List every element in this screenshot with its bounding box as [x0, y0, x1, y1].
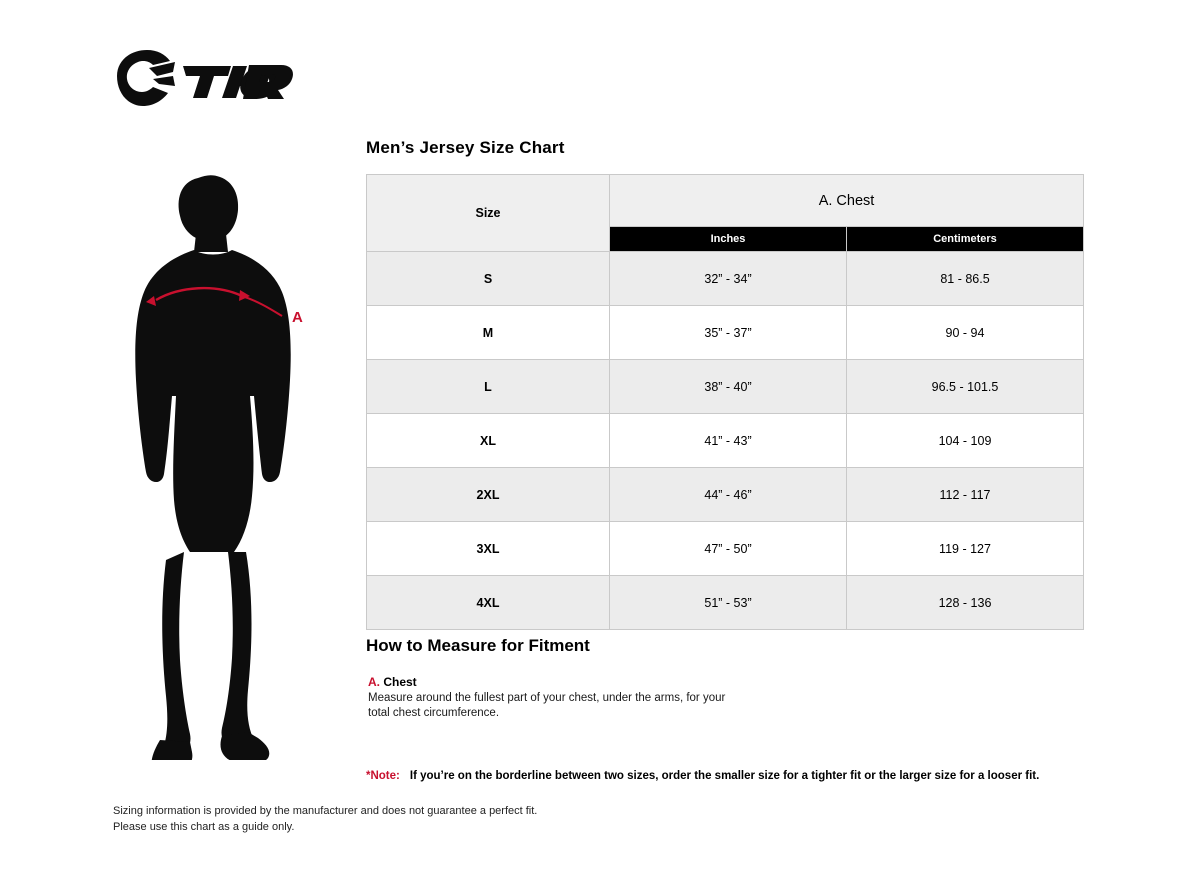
table-row — [367, 414, 1084, 468]
header-inches: Inches — [610, 227, 847, 252]
disclaimer-line1: Sizing information is provided by the manufacturer and does not guarantee a perfect fit. — [113, 805, 538, 817]
cell-size: 2XL — [367, 468, 610, 522]
cell-inches: 47” - 50” — [610, 522, 847, 576]
howto-body-line1: Measure around the fullest part of your chest, under the arms, for your — [368, 692, 726, 704]
table-row — [367, 252, 1084, 306]
thor-logo — [113, 48, 293, 108]
table-row — [367, 306, 1084, 360]
table-head — [367, 175, 1084, 252]
cell-inches: 35” - 37” — [610, 306, 847, 360]
cell-size: 3XL — [367, 522, 610, 576]
table-row — [367, 576, 1084, 630]
cell-centimeters: 128 - 136 — [847, 576, 1084, 630]
cell-size: 4XL — [367, 576, 610, 630]
measure-label-a: A — [292, 309, 303, 326]
body-silhouette-figure — [110, 160, 340, 760]
table-row — [367, 522, 1084, 576]
cell-size: M — [367, 306, 610, 360]
note-label: *Note: — [366, 770, 400, 782]
howto-item-label — [368, 675, 417, 689]
cell-size: XL — [367, 414, 610, 468]
silhouette-body — [135, 175, 290, 760]
cell-inches: 38” - 40” — [610, 360, 847, 414]
table-row — [367, 360, 1084, 414]
cell-size: S — [367, 252, 610, 306]
table-header-row-1 — [367, 175, 1084, 227]
howto-item-body — [368, 691, 725, 721]
disclaimer — [113, 803, 537, 835]
disclaimer-line2: Please use this chart as a guide only. — [113, 821, 295, 833]
cell-centimeters: 81 - 86.5 — [847, 252, 1084, 306]
howto-body-line2: total chest circumference. — [368, 707, 500, 719]
page-title: Men’s Jersey Size Chart — [366, 138, 565, 157]
cell-inches: 32” - 34” — [610, 252, 847, 306]
header-centimeters: Centimeters — [847, 227, 1084, 252]
cell-inches: 41” - 43” — [610, 414, 847, 468]
table-row — [367, 468, 1084, 522]
cell-size: L — [367, 360, 610, 414]
cell-centimeters: 112 - 117 — [847, 468, 1084, 522]
cell-centimeters: 119 - 127 — [847, 522, 1084, 576]
cell-centimeters: 96.5 - 101.5 — [847, 360, 1084, 414]
cell-centimeters: 104 - 109 — [847, 414, 1084, 468]
howto-item-accent: A. — [368, 675, 380, 689]
cell-inches: 51” - 53” — [610, 576, 847, 630]
cell-inches: 44” - 46” — [610, 468, 847, 522]
table-body — [367, 252, 1084, 630]
cell-centimeters: 90 - 94 — [847, 306, 1084, 360]
header-size: Size — [367, 175, 610, 252]
note-row — [366, 770, 1039, 782]
howto-title: How to Measure for Fitment — [366, 636, 590, 655]
note-text: If you’re on the borderline between two sizes, order the smaller size for a tighter fit or the larger size for a looser fit. — [409, 770, 1040, 782]
header-chest-group: A. Chest — [610, 175, 1084, 227]
size-chart-table — [366, 174, 1084, 630]
howto-item-name: Chest — [380, 675, 417, 689]
